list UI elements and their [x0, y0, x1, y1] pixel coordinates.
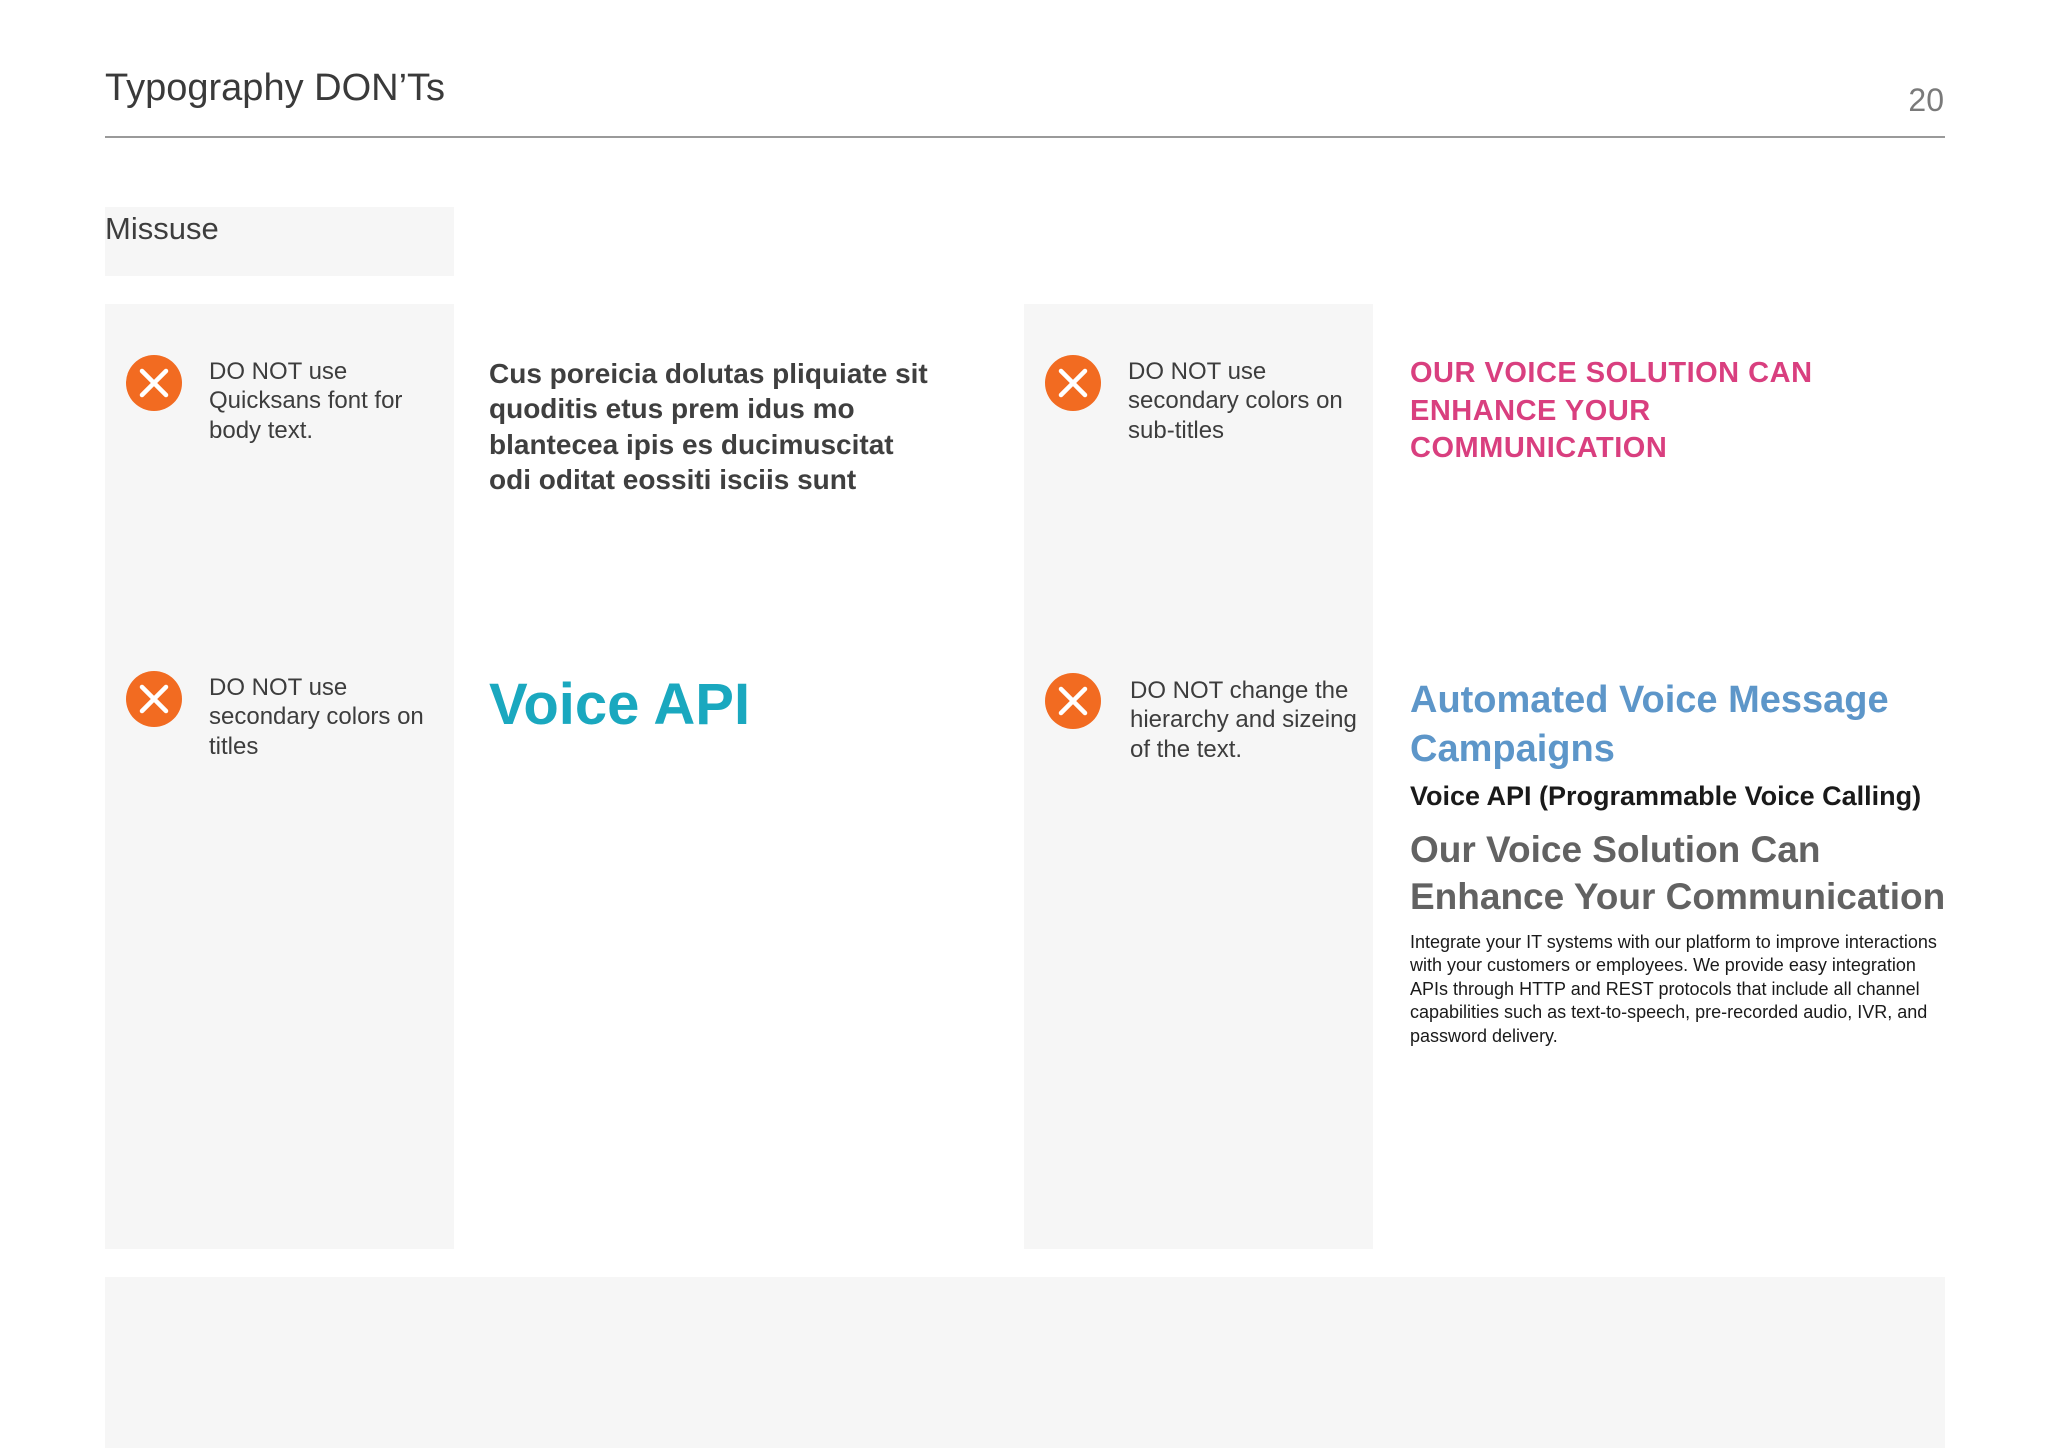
rule-secondary-colors-titles: DO NOT use secondary colors on titles: [209, 674, 424, 760]
section-label-box: [105, 207, 454, 276]
hierarchy-heading-black: Voice API (Programmable Voice Calling): [1410, 781, 1922, 811]
title-sample: Voice API: [489, 672, 751, 737]
x-circle-icon: [1043, 353, 1103, 413]
x-circle-icon: [1043, 671, 1103, 731]
rule-hierarchy-sizing: DO NOT change the hierarchy and sizeing of the text.: [1130, 677, 1357, 763]
hierarchy-paragraph: Integrate your IT systems with our platform to improve interactions with your customers or employees. We provide easy integration APIs through HTTP and REST protocols that include all channel capabilities such as text-to-speech, pre-recorded audio, IVR, and password delivery.: [1410, 932, 1937, 1046]
page-title: Typography DON’Ts: [105, 67, 446, 109]
footer-band: [105, 1277, 1945, 1448]
rules-panel-left: [105, 304, 454, 1249]
subtitle-sample: OUR VOICE SOLUTION CAN ENHANCE YOUR COMMUNICATION: [1410, 357, 1813, 465]
header-divider: [105, 136, 1945, 138]
page-number: 20: [1908, 82, 1944, 118]
rule-secondary-colors-subtitles: DO NOT use secondary colors on sub-titles: [1128, 358, 1343, 444]
hierarchy-heading-blue: Automated Voice Message Campaigns: [1410, 679, 1889, 771]
x-circle-icon: [124, 669, 184, 729]
rules-panel-right: [1024, 304, 1373, 1249]
x-circle-icon: [124, 353, 184, 413]
body-text-sample: Cus poreicia dolutas pliquiate sit quoditis etus prem idus mo blantecea ipis es ducimuscitat odi oditat eossiti isciis sunt: [489, 358, 928, 495]
rule-quicksans-body: DO NOT use Quicksans font for body text.: [209, 358, 403, 444]
hierarchy-heading-grey: Our Voice Solution Can Enhance Your Communication: [1410, 829, 1946, 917]
section-label: Missuse: [105, 211, 219, 246]
